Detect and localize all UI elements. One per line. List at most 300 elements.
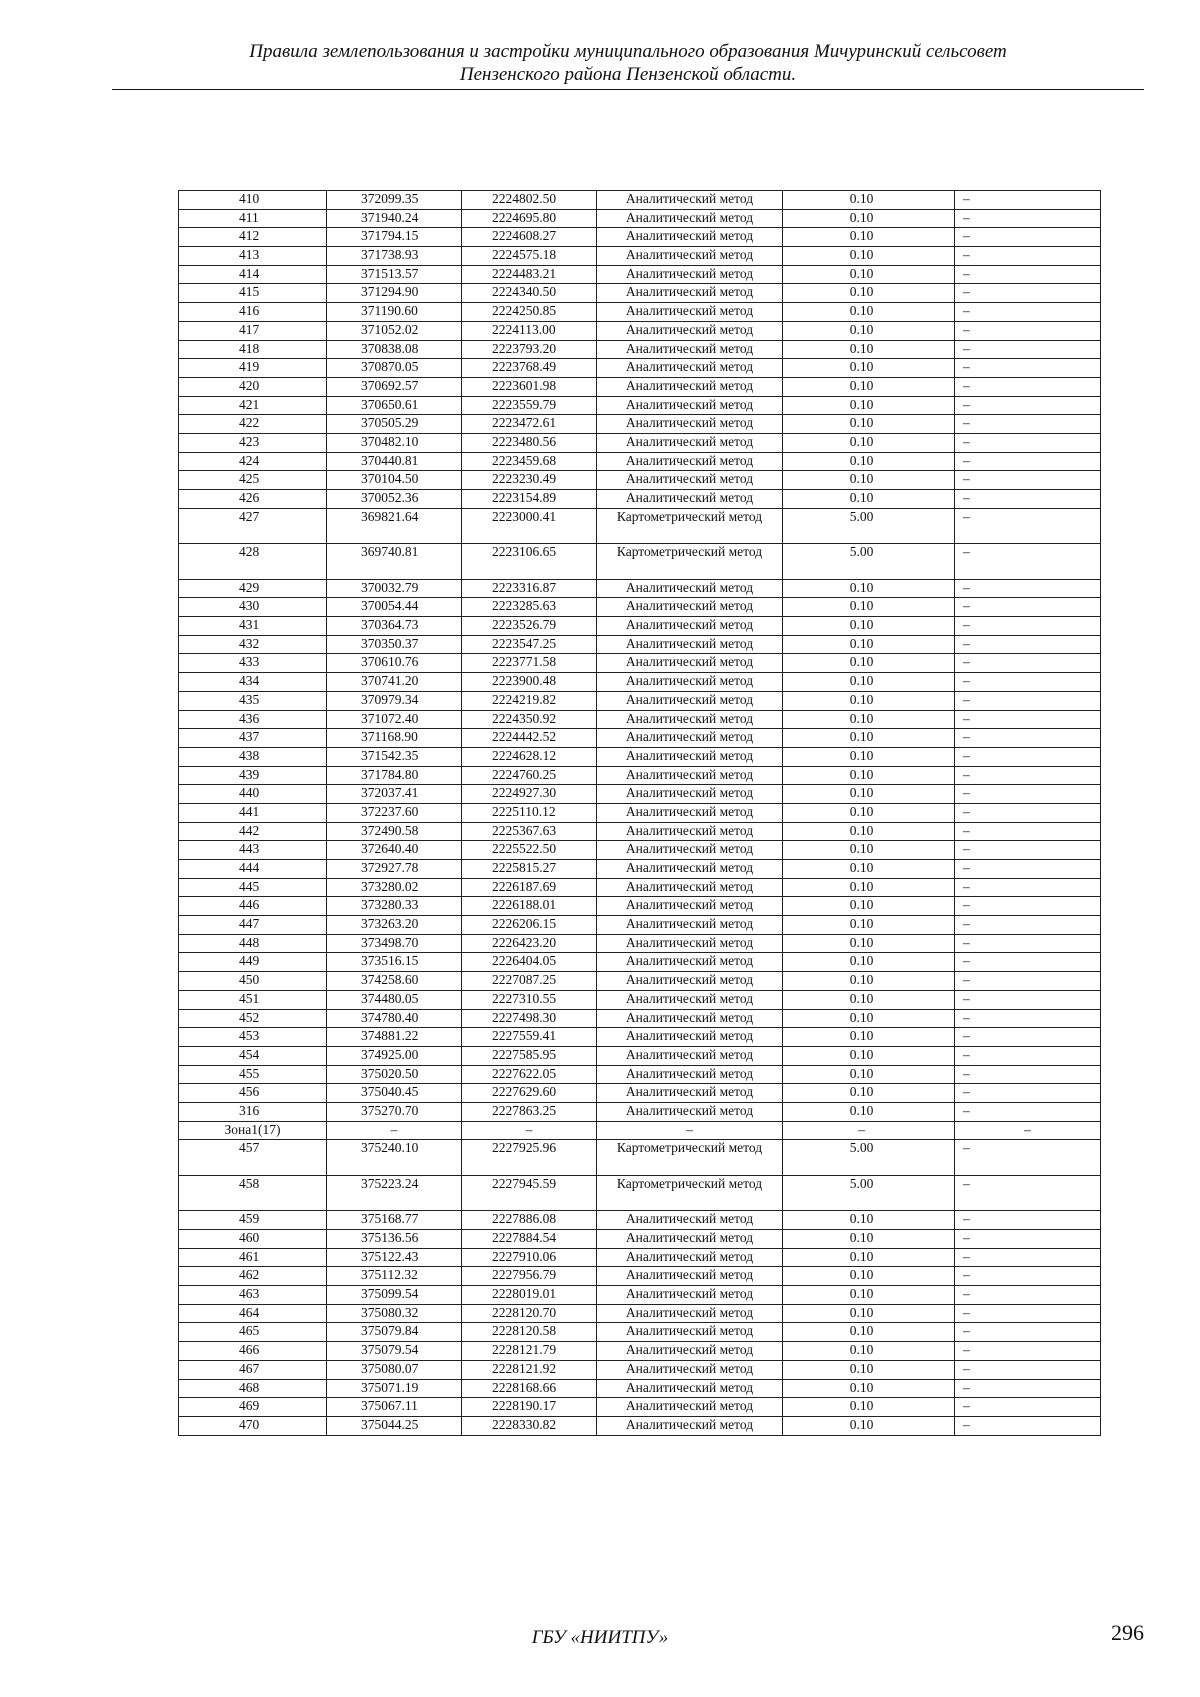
x-coordinate-cell: 371168.90	[327, 729, 462, 748]
point-number-cell: 437	[179, 729, 327, 748]
accuracy-cell: 0.10	[783, 673, 955, 692]
note-cell: –	[955, 972, 1101, 991]
accuracy-cell: 0.10	[783, 284, 955, 303]
point-number-cell: 442	[179, 822, 327, 841]
y-coordinate-cell: 2227585.95	[462, 1046, 597, 1065]
accuracy-cell: –	[783, 1121, 955, 1140]
note-cell: –	[955, 191, 1101, 210]
table-row	[179, 1211, 1101, 1230]
y-coordinate-cell: –	[462, 1121, 597, 1140]
x-coordinate-cell: 370482.10	[327, 433, 462, 452]
table-row	[179, 265, 1101, 284]
x-coordinate-cell: 371190.60	[327, 303, 462, 322]
method-cell: Аналитический метод	[597, 1416, 783, 1435]
y-coordinate-cell: 2223480.56	[462, 433, 597, 452]
accuracy-cell: 5.00	[783, 1175, 955, 1211]
method-cell: Аналитический метод	[597, 433, 783, 452]
note-cell: –	[955, 1416, 1101, 1435]
table-row	[179, 284, 1101, 303]
x-coordinate-cell: 375044.25	[327, 1416, 462, 1435]
table-row	[179, 1084, 1101, 1103]
x-coordinate-cell: 372927.78	[327, 860, 462, 879]
accuracy-cell: 0.10	[783, 841, 955, 860]
note-cell: –	[955, 1009, 1101, 1028]
x-coordinate-cell: 371738.93	[327, 247, 462, 266]
point-number-cell: 452	[179, 1009, 327, 1028]
method-cell: Аналитический метод	[597, 1065, 783, 1084]
note-cell: –	[955, 247, 1101, 266]
method-cell: Аналитический метод	[597, 1028, 783, 1047]
note-cell: –	[955, 617, 1101, 636]
y-coordinate-cell: 2227925.96	[462, 1140, 597, 1176]
accuracy-cell: 0.10	[783, 822, 955, 841]
note-cell: –	[955, 321, 1101, 340]
method-cell: Аналитический метод	[597, 766, 783, 785]
method-cell: Аналитический метод	[597, 1009, 783, 1028]
accuracy-cell: 0.10	[783, 953, 955, 972]
method-cell: Аналитический метод	[597, 303, 783, 322]
point-number-cell: 453	[179, 1028, 327, 1047]
table-row	[179, 471, 1101, 490]
x-coordinate-cell: 375067.11	[327, 1398, 462, 1417]
table-row	[179, 1121, 1101, 1140]
table-row	[179, 508, 1101, 544]
method-cell: Аналитический метод	[597, 452, 783, 471]
table-row	[179, 729, 1101, 748]
note-cell: –	[955, 1065, 1101, 1084]
table-row	[179, 1028, 1101, 1047]
note-cell: –	[955, 1360, 1101, 1379]
table-row	[179, 415, 1101, 434]
x-coordinate-cell: 371052.02	[327, 321, 462, 340]
x-coordinate-cell: 375040.45	[327, 1084, 462, 1103]
accuracy-cell: 0.10	[783, 897, 955, 916]
table-row	[179, 1267, 1101, 1286]
y-coordinate-cell: 2224628.12	[462, 747, 597, 766]
note-cell: –	[955, 1121, 1101, 1140]
y-coordinate-cell: 2227863.25	[462, 1102, 597, 1121]
note-cell: –	[955, 1323, 1101, 1342]
method-cell: Аналитический метод	[597, 396, 783, 415]
table-row	[179, 953, 1101, 972]
note-cell: –	[955, 508, 1101, 544]
accuracy-cell: 0.10	[783, 990, 955, 1009]
header-line-2: Пензенского района Пензенской области.	[459, 64, 797, 85]
y-coordinate-cell: 2223154.89	[462, 490, 597, 509]
x-coordinate-cell: 375099.54	[327, 1286, 462, 1305]
x-coordinate-cell: 370505.29	[327, 415, 462, 434]
note-cell: –	[955, 841, 1101, 860]
note-cell: –	[955, 1267, 1101, 1286]
x-coordinate-cell: 375080.32	[327, 1304, 462, 1323]
method-cell: Аналитический метод	[597, 415, 783, 434]
method-cell: Аналитический метод	[597, 579, 783, 598]
method-cell: Аналитический метод	[597, 471, 783, 490]
y-coordinate-cell: 2223316.87	[462, 579, 597, 598]
method-cell: Аналитический метод	[597, 822, 783, 841]
method-cell: Аналитический метод	[597, 916, 783, 935]
note-cell: –	[955, 396, 1101, 415]
point-number-cell: 410	[179, 191, 327, 210]
x-coordinate-cell: 372490.58	[327, 822, 462, 841]
table-row	[179, 1342, 1101, 1361]
accuracy-cell: 0.10	[783, 654, 955, 673]
accuracy-cell: 0.10	[783, 617, 955, 636]
point-number-cell: 439	[179, 766, 327, 785]
method-cell: Аналитический метод	[597, 878, 783, 897]
header-divider	[112, 89, 1144, 90]
x-coordinate-cell: 373280.33	[327, 897, 462, 916]
point-number-cell: 454	[179, 1046, 327, 1065]
footer-organization: ГБУ «НИИТПУ»	[531, 1627, 669, 1648]
x-coordinate-cell: 375079.84	[327, 1323, 462, 1342]
table-row	[179, 710, 1101, 729]
x-coordinate-cell: 370104.50	[327, 471, 462, 490]
note-cell: –	[955, 766, 1101, 785]
point-number-cell: 411	[179, 209, 327, 228]
method-cell: Аналитический метод	[597, 1267, 783, 1286]
point-number-cell: 418	[179, 340, 327, 359]
header-line-1: Правила землепользования и застройки муниципального образования Мичуринский сельсовет	[249, 41, 1007, 62]
point-number-cell: 462	[179, 1267, 327, 1286]
method-cell: Аналитический метод	[597, 953, 783, 972]
accuracy-cell: 0.10	[783, 1286, 955, 1305]
x-coordinate-cell: 370440.81	[327, 452, 462, 471]
table-row	[179, 1175, 1101, 1211]
x-coordinate-cell: 372237.60	[327, 803, 462, 822]
table-row	[179, 635, 1101, 654]
point-number-cell: 412	[179, 228, 327, 247]
x-coordinate-cell: 371072.40	[327, 710, 462, 729]
y-coordinate-cell: 2223106.65	[462, 544, 597, 580]
table-row	[179, 1398, 1101, 1417]
point-number-cell: 456	[179, 1084, 327, 1103]
note-cell: –	[955, 265, 1101, 284]
y-coordinate-cell: 2223459.68	[462, 452, 597, 471]
note-cell: –	[955, 1230, 1101, 1249]
table-row	[179, 598, 1101, 617]
method-cell: Аналитический метод	[597, 617, 783, 636]
table-row	[179, 1360, 1101, 1379]
accuracy-cell: 0.10	[783, 377, 955, 396]
x-coordinate-cell: 370364.73	[327, 617, 462, 636]
table-row	[179, 1304, 1101, 1323]
y-coordinate-cell: 2226423.20	[462, 934, 597, 953]
x-coordinate-cell: –	[327, 1121, 462, 1140]
x-coordinate-cell: 370979.34	[327, 691, 462, 710]
accuracy-cell: 0.10	[783, 860, 955, 879]
point-number-cell: 427	[179, 508, 327, 544]
method-cell: Аналитический метод	[597, 1398, 783, 1417]
page-header	[112, 40, 1144, 86]
point-number-cell: 449	[179, 953, 327, 972]
table-row	[179, 377, 1101, 396]
x-coordinate-cell: 373280.02	[327, 878, 462, 897]
point-number-cell: 434	[179, 673, 327, 692]
x-coordinate-cell: 369821.64	[327, 508, 462, 544]
accuracy-cell: 0.10	[783, 452, 955, 471]
table-row	[179, 860, 1101, 879]
method-cell: Аналитический метод	[597, 265, 783, 284]
point-number-cell: 443	[179, 841, 327, 860]
y-coordinate-cell: 2226188.01	[462, 897, 597, 916]
y-coordinate-cell: 2224350.92	[462, 710, 597, 729]
note-cell: –	[955, 785, 1101, 804]
method-cell: Аналитический метод	[597, 1084, 783, 1103]
table-row	[179, 673, 1101, 692]
method-cell: Аналитический метод	[597, 1211, 783, 1230]
method-cell: Аналитический метод	[597, 897, 783, 916]
accuracy-cell: 0.10	[783, 1304, 955, 1323]
accuracy-cell: 0.10	[783, 321, 955, 340]
note-cell: –	[955, 1379, 1101, 1398]
x-coordinate-cell: 373263.20	[327, 916, 462, 935]
accuracy-cell: 0.10	[783, 191, 955, 210]
method-cell: Аналитический метод	[597, 1248, 783, 1267]
method-cell: Аналитический метод	[597, 377, 783, 396]
method-cell: Аналитический метод	[597, 191, 783, 210]
point-number-cell: Зона1(17)	[179, 1121, 327, 1140]
table-row	[179, 1416, 1101, 1435]
note-cell: –	[955, 1248, 1101, 1267]
point-number-cell: 457	[179, 1140, 327, 1176]
table-row	[179, 544, 1101, 580]
point-number-cell: 447	[179, 916, 327, 935]
accuracy-cell: 0.10	[783, 785, 955, 804]
x-coordinate-cell: 374925.00	[327, 1046, 462, 1065]
y-coordinate-cell: 2226206.15	[462, 916, 597, 935]
method-cell: Аналитический метод	[597, 860, 783, 879]
x-coordinate-cell: 372640.40	[327, 841, 462, 860]
note-cell: –	[955, 1028, 1101, 1047]
accuracy-cell: 0.10	[783, 598, 955, 617]
note-cell: –	[955, 1211, 1101, 1230]
x-coordinate-cell: 374881.22	[327, 1028, 462, 1047]
accuracy-cell: 0.10	[783, 359, 955, 378]
y-coordinate-cell: 2224608.27	[462, 228, 597, 247]
y-coordinate-cell: 2227884.54	[462, 1230, 597, 1249]
y-coordinate-cell: 2224802.50	[462, 191, 597, 210]
note-cell: –	[955, 953, 1101, 972]
note-cell: –	[955, 377, 1101, 396]
y-coordinate-cell: 2223547.25	[462, 635, 597, 654]
note-cell: –	[955, 803, 1101, 822]
note-cell: –	[955, 415, 1101, 434]
point-number-cell: 448	[179, 934, 327, 953]
x-coordinate-cell: 375020.50	[327, 1065, 462, 1084]
x-coordinate-cell: 371940.24	[327, 209, 462, 228]
x-coordinate-cell: 370610.76	[327, 654, 462, 673]
x-coordinate-cell: 370838.08	[327, 340, 462, 359]
table-row	[179, 766, 1101, 785]
note-cell: –	[955, 209, 1101, 228]
note-cell: –	[955, 284, 1101, 303]
x-coordinate-cell: 375071.19	[327, 1379, 462, 1398]
y-coordinate-cell: 2224927.30	[462, 785, 597, 804]
table-row	[179, 654, 1101, 673]
note-cell: –	[955, 1304, 1101, 1323]
table-row	[179, 916, 1101, 935]
point-number-cell: 461	[179, 1248, 327, 1267]
method-cell: Аналитический метод	[597, 803, 783, 822]
accuracy-cell: 0.10	[783, 1398, 955, 1417]
note-cell: –	[955, 544, 1101, 580]
table-row	[179, 1009, 1101, 1028]
x-coordinate-cell: 370741.20	[327, 673, 462, 692]
note-cell: –	[955, 340, 1101, 359]
note-cell: –	[955, 934, 1101, 953]
point-number-cell: 464	[179, 1304, 327, 1323]
method-cell: Аналитический метод	[597, 284, 783, 303]
note-cell: –	[955, 691, 1101, 710]
accuracy-cell: 0.10	[783, 396, 955, 415]
method-cell: Аналитический метод	[597, 228, 783, 247]
note-cell: –	[955, 228, 1101, 247]
method-cell: Аналитический метод	[597, 321, 783, 340]
x-coordinate-cell: 370052.36	[327, 490, 462, 509]
method-cell: Аналитический метод	[597, 785, 783, 804]
point-number-cell: 431	[179, 617, 327, 636]
method-cell: Аналитический метод	[597, 841, 783, 860]
accuracy-cell: 0.10	[783, 878, 955, 897]
table-row	[179, 490, 1101, 509]
y-coordinate-cell: 2228019.01	[462, 1286, 597, 1305]
y-coordinate-cell: 2223900.48	[462, 673, 597, 692]
note-cell: –	[955, 729, 1101, 748]
table-row	[179, 822, 1101, 841]
table-row	[179, 897, 1101, 916]
note-cell: –	[955, 860, 1101, 879]
accuracy-cell: 0.10	[783, 340, 955, 359]
note-cell: –	[955, 452, 1101, 471]
method-cell: Аналитический метод	[597, 1379, 783, 1398]
table-row	[179, 340, 1101, 359]
y-coordinate-cell: 2228121.92	[462, 1360, 597, 1379]
point-number-cell: 440	[179, 785, 327, 804]
note-cell: –	[955, 710, 1101, 729]
accuracy-cell: 0.10	[783, 1084, 955, 1103]
method-cell: Аналитический метод	[597, 1342, 783, 1361]
table-row	[179, 1046, 1101, 1065]
y-coordinate-cell: 2224113.00	[462, 321, 597, 340]
table-row	[179, 1065, 1101, 1084]
accuracy-cell: 0.10	[783, 916, 955, 935]
method-cell: Аналитический метод	[597, 1286, 783, 1305]
point-number-cell: 429	[179, 579, 327, 598]
accuracy-cell: 0.10	[783, 1028, 955, 1047]
y-coordinate-cell: 2227087.25	[462, 972, 597, 991]
note-cell: –	[955, 1046, 1101, 1065]
table-row	[179, 1230, 1101, 1249]
y-coordinate-cell: 2223285.63	[462, 598, 597, 617]
method-cell: Аналитический метод	[597, 340, 783, 359]
x-coordinate-cell: 370650.61	[327, 396, 462, 415]
point-number-cell: 465	[179, 1323, 327, 1342]
accuracy-cell: 0.10	[783, 1360, 955, 1379]
accuracy-cell: 0.10	[783, 1211, 955, 1230]
accuracy-cell: 0.10	[783, 415, 955, 434]
point-number-cell: 469	[179, 1398, 327, 1417]
x-coordinate-cell: 370870.05	[327, 359, 462, 378]
point-number-cell: 463	[179, 1286, 327, 1305]
note-cell: –	[955, 359, 1101, 378]
accuracy-cell: 0.10	[783, 972, 955, 991]
y-coordinate-cell: 2228121.79	[462, 1342, 597, 1361]
accuracy-cell: 0.10	[783, 1065, 955, 1084]
method-cell: Картометрический метод	[597, 544, 783, 580]
x-coordinate-cell: 370350.37	[327, 635, 462, 654]
x-coordinate-cell: 369740.81	[327, 544, 462, 580]
x-coordinate-cell: 375240.10	[327, 1140, 462, 1176]
method-cell: Аналитический метод	[597, 654, 783, 673]
note-cell: –	[955, 654, 1101, 673]
x-coordinate-cell: 371294.90	[327, 284, 462, 303]
accuracy-cell: 0.10	[783, 490, 955, 509]
accuracy-cell: 0.10	[783, 803, 955, 822]
accuracy-cell: 0.10	[783, 433, 955, 452]
y-coordinate-cell: 2225522.50	[462, 841, 597, 860]
y-coordinate-cell: 2228168.66	[462, 1379, 597, 1398]
accuracy-cell: 5.00	[783, 544, 955, 580]
point-number-cell: 446	[179, 897, 327, 916]
accuracy-cell: 0.10	[783, 579, 955, 598]
x-coordinate-cell: 374780.40	[327, 1009, 462, 1028]
y-coordinate-cell: 2227622.05	[462, 1065, 597, 1084]
method-cell: Картометрический метод	[597, 1175, 783, 1211]
x-coordinate-cell: 375223.24	[327, 1175, 462, 1211]
point-number-cell: 421	[179, 396, 327, 415]
point-number-cell: 444	[179, 860, 327, 879]
y-coordinate-cell: 2228330.82	[462, 1416, 597, 1435]
note-cell: –	[955, 598, 1101, 617]
point-number-cell: 432	[179, 635, 327, 654]
y-coordinate-cell: 2223559.79	[462, 396, 597, 415]
accuracy-cell: 0.10	[783, 1009, 955, 1028]
y-coordinate-cell: 2228190.17	[462, 1398, 597, 1417]
x-coordinate-cell: 375112.32	[327, 1267, 462, 1286]
note-cell: –	[955, 1140, 1101, 1176]
table-row	[179, 990, 1101, 1009]
y-coordinate-cell: 2226187.69	[462, 878, 597, 897]
accuracy-cell: 0.10	[783, 265, 955, 284]
y-coordinate-cell: 2223000.41	[462, 508, 597, 544]
point-number-cell: 419	[179, 359, 327, 378]
y-coordinate-cell: 2225367.63	[462, 822, 597, 841]
point-number-cell: 424	[179, 452, 327, 471]
note-cell: –	[955, 747, 1101, 766]
method-cell: Аналитический метод	[597, 359, 783, 378]
note-cell: –	[955, 635, 1101, 654]
page-number: 296	[1111, 1620, 1144, 1645]
point-number-cell: 467	[179, 1360, 327, 1379]
method-cell: Аналитический метод	[597, 209, 783, 228]
accuracy-cell: 5.00	[783, 1140, 955, 1176]
y-coordinate-cell: 2225110.12	[462, 803, 597, 822]
point-number-cell: 425	[179, 471, 327, 490]
accuracy-cell: 0.10	[783, 1323, 955, 1342]
x-coordinate-cell: 370054.44	[327, 598, 462, 617]
y-coordinate-cell: 2224760.25	[462, 766, 597, 785]
note-cell: –	[955, 1084, 1101, 1103]
method-cell: Аналитический метод	[597, 1102, 783, 1121]
table-row	[179, 1102, 1101, 1121]
table-row	[179, 1248, 1101, 1267]
note-cell: –	[955, 1175, 1101, 1211]
point-number-cell: 460	[179, 1230, 327, 1249]
accuracy-cell: 0.10	[783, 1416, 955, 1435]
accuracy-cell: 0.10	[783, 635, 955, 654]
note-cell: –	[955, 990, 1101, 1009]
